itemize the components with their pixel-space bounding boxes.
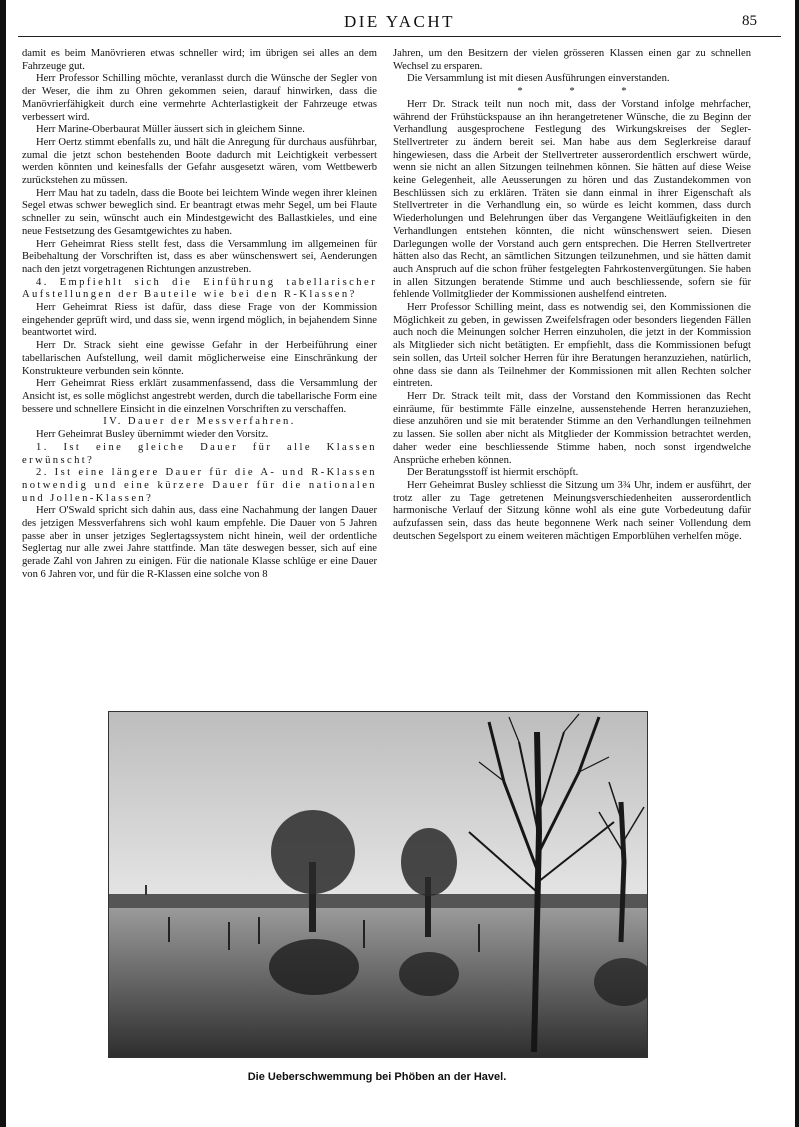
question-heading: 4. Empfiehlt sich die Einführung tabellarischer Aufstellungen der Bauteile wie bei den R-Klassen? <box>22 276 377 301</box>
figure-caption: Die Ueberschwemmung bei Phöben an der Havel. <box>247 1071 507 1083</box>
paragraph: damit es beim Manövrieren etwas schneller wird; im übrigen sei alles an dem Fahrzeuge gut. <box>22 48 377 72</box>
left-column <box>22 48 377 582</box>
paragraph: Herr Professor Schilling möchte, veranlasst durch die Wünsche der Segler von der Weser, die ihm zu Ohren gekommen seien, darauf hinwirken, dass die Manövrierfähigkeit durch eine vermehrte Achterlastigkeit der Fahrzeuge etwas verbessert wird. <box>22 73 377 123</box>
right-column <box>393 48 751 543</box>
paragraph: Herr Geheimrat Riess stellt fest, dass die Versammlung im allgemeinen für Beibehaltung der Vorschriften ist, dass es aber wünschenswert sei, Aenderungen nach den jetzt vorgetragenen Richtungen anzustreben. <box>22 238 377 275</box>
paragraph: Herr Geheimrat Riess erklärt zusammenfassend, dass die Versammlung der Ansicht ist, es solle möglichst angestrebt werden, durch die tabellarische Form eine bessere und schnellere Einsicht in die einzelnen Vorschriften zu verschaffen. <box>22 378 377 415</box>
paragraph: Herr Geheimrat Busley übernimmt wieder den Vorsitz. <box>36 429 269 441</box>
paragraph: Herr Dr. Strack teilt mit, dass der Vorstand den Kommissionen das Recht einräume, für bestimmte Fälle einzelne, aussenstehende Herren heranzuziehen, diese anzuhören und sie mit beratender Stimme an den Verhandlungen teilnehmen zu lassen. Sie sollen aber nicht als Mitglieder der Kommission betrachtet werden, daher weder eine beschliessende Stimme haben, noch sonst irgendwelche Ansprüche erheben können. <box>393 390 751 466</box>
page-header <box>18 10 781 37</box>
scan-edge-right <box>795 0 799 1127</box>
paragraph: Herr Geheimrat Busley schliesst die Sitzung um 3¾ Uhr, indem er ausführt, der trotz aller zu Tage getretenen Meinungsverschiedenheiten ausserordentlich harmonische Verlauf der Sitzung könne wohl als eine gute Vorbedeutung dafür aufzufassen sein, dass das heute begonnene Werk nach seiner Vollendung dem deutschen Segelsport zu einem weiteren mächtigen Emporblühen verhelfen möge. <box>393 479 751 542</box>
question-heading: 2. Ist eine längere Dauer für die A- und R-Klassen notwendig und eine kürzere Dauer für die nationalen und Jollen-Klassen? <box>22 467 377 504</box>
section-divider: * * * <box>517 86 649 98</box>
paragraph: Jahren, um den Besitzern der vielen grösseren Klassen einen gar zu schnellen Wechsel zu ersparen. <box>393 48 751 72</box>
paragraph: Herr Mau hat zu tadeln, dass die Boote bei leichtem Winde wegen ihrer kleinen Segel etwas schwer beweglich sind. Er beantragt etwas mehr Segel, um bei Flaute schneller zu sein, wünscht auch ein Mindestgewicht des Ballastkieles, und eine neue Festsetzung des Gesamtgewichtes zu haben. <box>22 187 377 237</box>
paragraph: Der Beratungsstoff ist hiermit erschöpft. <box>407 467 579 479</box>
section-heading: IV. Dauer der Messverfahren. <box>103 416 296 428</box>
paragraph: Herr O'Swald spricht sich dahin aus, dass eine Nachahmung der langen Dauer des jetzigen Messverfahrens sich wohl kaum empfehle. Die Dauer von 5 Jahren passe aber in unser jetziges Seglertagssystem nicht hinein, weil der ordentliche Seglertag nur alle zwei Jahre stattfinde. Man täte deswegen besser, sich auf eine gerade Zahl von Jahren zu einigen. Für die nationale Klasse schlüge er eine Dauer von 6 Jahren vor, und für die R-Klassen eine solche von 8 <box>22 505 377 580</box>
paragraph: Herr Dr. Strack teilt nun noch mit, dass der Vorstand infolge mehrfacher, während der Frühstückspause an ihn herangetretener Wünsche, die zu Beginn der Verhandlung ausgesprochene Festlegung des Wirkungskreises der Segler-Stellvertreter zu ändern bereit sei. Man habe aus dem Seglerkreise darauf hingewiesen, dass die Arbeit der Stellvertreter ausserordentlich erschwert würde, wenn sie nicht an allen Sitzungen teilnehmen können. Sie hätten auf diese Weise keine Gelegenheit, alle Aeusserungen zu hören und das Zustandekommen von Beschlüssen sich zu erklären. Träten sie dann einmal in ihrer Eigenschaft als Stellvertreter in die Verhandlung ein, so würde es leicht kommen, dass durch Wiederholungen und Belehrungen über das Vergangene Weitläufigkeiten in den Verhandlungen entstehen könnten, die nicht wünschenswert seien. Diesen Darlegungen wolle der Vorstand auch gern entsprechen. Die Herren Stellvertreter hätten also das Recht, an sämtlichen Sitzungen teilzunehmen, und sie hätten damit auch Anspruch auf die schon früher festgelegten Fahrkostenvergütungen. Sie haben in allen Sitzungen beratende Stimme und auch beschliessende, sofern sie für fehlende Vollmitglieder der Kommissionen aushelfend eintreten. <box>393 98 751 301</box>
flood-photograph <box>108 711 648 1058</box>
journal-title: DIE YACHT <box>343 12 456 31</box>
paragraph: Herr Oertz stimmt ebenfalls zu, und hält die Anregung für durchaus ausführbar, zumal die jetzt schon bestehenden Boote dadurch mit Leichtigkeit verbessert werden könnten und keinesfalls der Gefahr ausgesetzt wären, vom Wettbewerb zurückstehen zu müssen. <box>22 136 377 187</box>
paragraph: Herr Geheimrat Riess ist dafür, dass diese Frage von der Kommission eingehender geprüft wird, und dass sie, wenn irgend möglich, in bejahendem Sinne beantwortet wird. <box>22 302 377 339</box>
scan-edge-left <box>0 0 6 1127</box>
question-heading: 1. Ist eine gleiche Dauer für alle Klassen erwünscht? <box>22 441 377 466</box>
paragraph: Die Versammlung ist mit diesen Ausführungen einverstanden. <box>407 73 670 85</box>
paragraph: Herr Marine-Oberbaurat Müller äussert sich in gleichem Sinne. <box>36 124 305 136</box>
paragraph: Herr Professor Schilling meint, dass es notwendig sei, den Kommissionen die Möglichkeit zu geben, in gewissen Zweifelsfragen oder besonders liegenden Fällen auch noch die Meinungen solcher Herren einzuholen, die jetzt in der Kommission als Mitglieder sich nicht betätigten. Er empfiehlt, dass die Kommissionen befugt sein sollen, das Urteil solcher Herren für ihre Beratungen heranzuziehen, natürlich, ohne dass sie dann als Teilnehmer der Kommissionen mit allen Rechten solcher eintreten. <box>393 302 751 390</box>
paragraph: Herr Dr. Strack sieht eine gewisse Gefahr in der Herbeiführung einer tabellarischen Aufstellung, weil damit möglicherweise eine Einschränkung der Konstrukteure verbunden sein könnte. <box>22 340 377 377</box>
page-number: 85 <box>742 13 757 29</box>
